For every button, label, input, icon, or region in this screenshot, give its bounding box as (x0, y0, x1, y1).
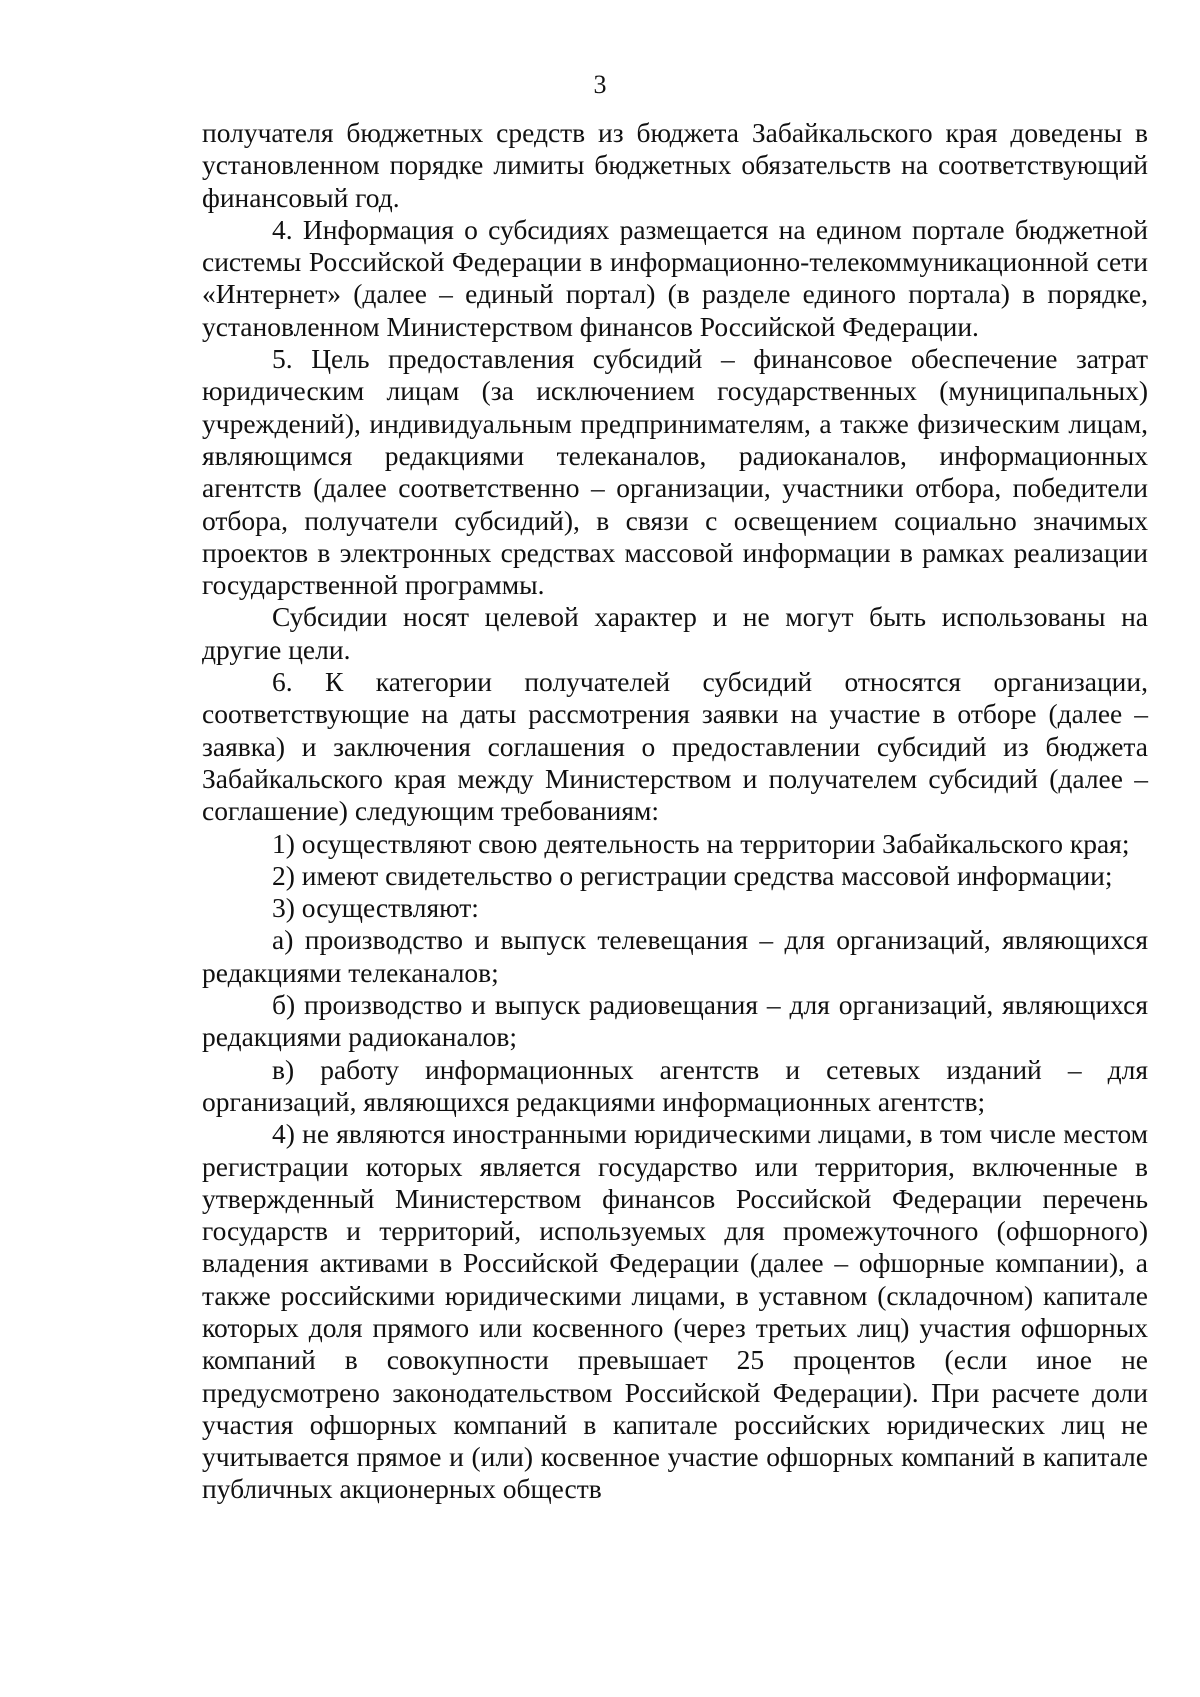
paragraph-subsidy-purpose: Субсидии носят целевой характер и не могут быть использованы на другие цели. (202, 601, 1148, 665)
paragraph-subitem-3c: в) работу информационных агентств и сетевых изданий – для организаций, являющихся редакциями информационных агентств; (202, 1053, 1148, 1117)
document-body (202, 117, 1148, 1506)
paragraph-subitem-3b: б) производство и выпуск радиовещания – для организаций, являющихся редакциями радиоканалов; (202, 989, 1148, 1053)
page-number: 3 (593, 70, 607, 99)
paragraph-continuation: получателя бюджетных средств из бюджета Забайкальского края доведены в установленном порядке лимиты бюджетных обязательств на соответствующий финансовый год. (202, 117, 1148, 213)
paragraph-subitem-2: 2) имеют свидетельство о регистрации средства массовой информации; (272, 859, 1113, 891)
paragraph-subitem-1: 1) осуществляют свою деятельность на территории Забайкальского края; (272, 827, 1130, 859)
paragraph-item-5: 5. Цель предоставления субсидий – финансовое обеспечение затрат юридическим лицам (за исключением государственных (муниципальных) учреждений), индивидуальным предпринимателям, а также физическим лицам, являющимся редакциями телеканалов, радиоканалов, информационных агентств (далее соответственно – организации, участники отбора, победители отбора, получатели субсидий), в связи с освещением социально значимых проектов в электронных средствах массовой информации в рамках реализации государственной программы. (202, 343, 1148, 601)
paragraph-subitem-3: 3) осуществляют: (272, 892, 479, 924)
paragraph-item-6: 6. К категории получателей субсидий относятся организации, соответствующие на даты рассмотрения заявки на участие в отборе (далее – заявка) и заключения соглашения о предоставлении субсидий из бюджета Забайкальского края между Министерством и получателем субсидий (далее – соглашение) следующим требованиям: (202, 666, 1148, 827)
paragraph-subitem-3a: а) производство и выпуск телевещания – для организаций, являющихся редакциями телеканалов; (202, 924, 1148, 988)
paragraph-subitem-4: 4) не являются иностранными юридическими лицами, в том числе местом регистрации которых является государство или территория, включенные в утвержденный Министерством финансов Российской Федерации перечень государств и территорий, используемых для промежуточного (офшорного) владения активами в Российской Федерации (далее – офшорные компании), а также российскими юридическими лицами, в уставном (складочном) капитале которых доля прямого или косвенного (через третьих лиц) участия офшорных компаний в совокупности превышает 25 процентов (если иное не предусмотрено законодательством Российской Федерации). При расчете доли участия офшорных компаний в капитале российских юридических лиц не учитывается прямое и (или) косвенное участие офшорных компаний в капитале публичных акционерных обществ (202, 1118, 1148, 1505)
paragraph-item-4: 4. Информация о субсидиях размещается на едином портале бюджетной системы Российской Федерации в информационно-телекоммуникационной сети «Интернет» (далее – единый портал) (в разделе единого портала) в порядке, установленном Министерством финансов Российской Федерации. (202, 213, 1148, 342)
